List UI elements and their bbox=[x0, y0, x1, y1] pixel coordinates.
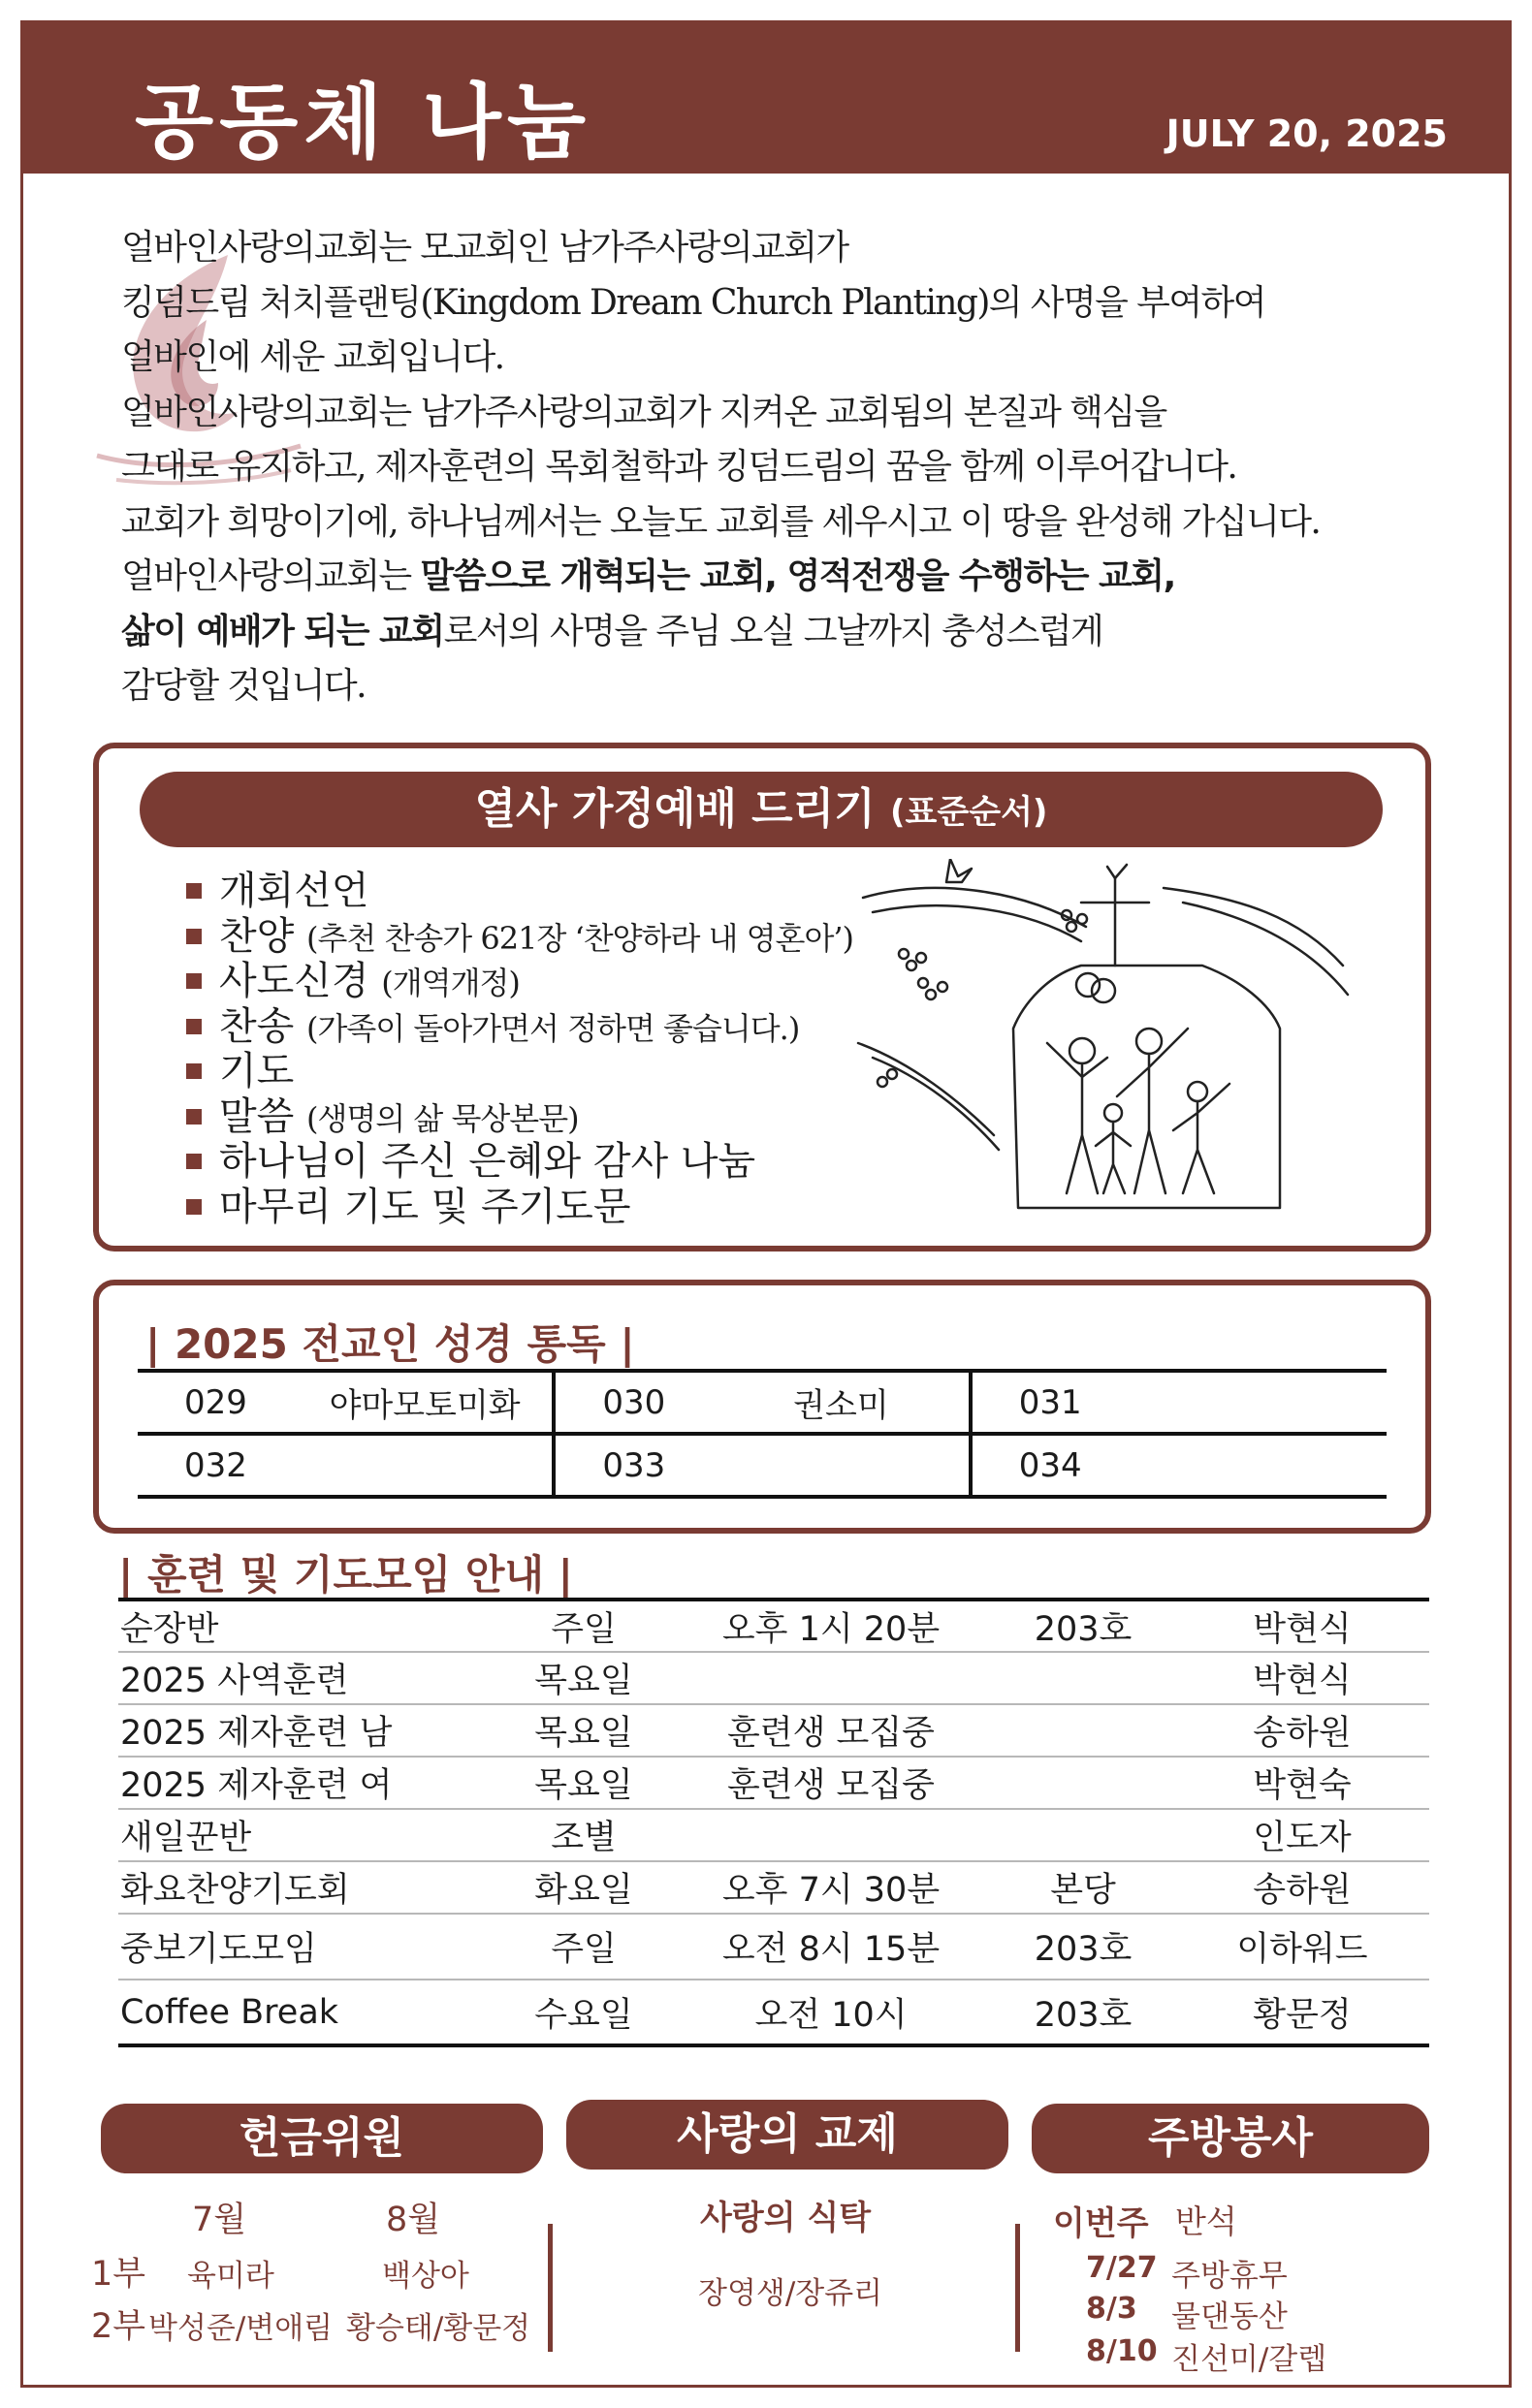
square-bullet-icon bbox=[186, 973, 202, 989]
intro-line: 교회가 희망이기에, 하나님께서는 오늘도 교회를 세우시고 이 땅을 완성해 가십니다. bbox=[121, 501, 1321, 542]
program-room: 203호 bbox=[1034, 1609, 1133, 1649]
offering-member: 백상아 bbox=[382, 2259, 469, 2294]
program-leader: 송하원 bbox=[1253, 1871, 1352, 1910]
kitchen-date: 8/10 bbox=[1086, 2334, 1158, 2368]
offering-member: 황승태/황문정 bbox=[346, 2311, 531, 2346]
intro-line: 그대로 유지하고, 제자훈련의 목회철학과 킹덤드림의 꿈을 함께 이루어갑니다. bbox=[121, 447, 1237, 487]
program-time: 오전 10시 bbox=[754, 1995, 908, 2035]
program-day: 목요일 bbox=[534, 1714, 633, 1753]
program-name: 중보기도모임 bbox=[120, 1930, 317, 1969]
list-item bbox=[186, 1139, 853, 1185]
worship-step-note: (추천 찬송가 621장 ‘찬양하라 내 영혼아’) bbox=[306, 919, 854, 957]
love-table-label: 사랑의 식탁 bbox=[700, 2199, 872, 2237]
program-leader: 박현숙 bbox=[1253, 1766, 1352, 1805]
table-row bbox=[118, 1600, 1429, 1652]
service-2-label: 2부 bbox=[91, 2307, 146, 2346]
table-row bbox=[118, 1980, 1429, 2045]
worship-step: 말씀 bbox=[219, 1093, 295, 1139]
list-item bbox=[186, 1185, 853, 1230]
bible-reading-table bbox=[138, 1369, 1387, 1499]
reading-number: 031 bbox=[971, 1371, 1131, 1434]
program-time bbox=[671, 1809, 991, 1861]
program-name: 2025 제자훈련 남 bbox=[120, 1714, 393, 1753]
reading-number: 030 bbox=[554, 1371, 714, 1434]
this-week-team: 반석 bbox=[1175, 2202, 1237, 2240]
family-church-illustration bbox=[853, 859, 1357, 1218]
intro-line: 킹덤드림 처치플랜팅(Kingdom Dream Church Planting)의 사명을 부여하여 bbox=[121, 282, 1265, 323]
offering-member: 육미라 bbox=[187, 2259, 274, 2294]
square-bullet-icon bbox=[186, 1109, 202, 1125]
offering-month-august: 8월 bbox=[386, 2201, 441, 2239]
intro-line bbox=[121, 605, 1479, 660]
table-row bbox=[118, 1652, 1429, 1704]
square-bullet-icon bbox=[186, 1063, 202, 1079]
page-header bbox=[20, 20, 1512, 174]
program-leader: 박현식 bbox=[1253, 1662, 1352, 1700]
offering-month-july: 7월 bbox=[192, 2201, 247, 2239]
program-time bbox=[671, 1652, 991, 1704]
kitchen-team: 물댄동산 bbox=[1171, 2299, 1288, 2334]
intro-line: 얼바인사랑의교회는 모교회인 남가주사랑의교회가 bbox=[121, 228, 848, 268]
intro-emphasis: 삶이 예배가 되는 교회 bbox=[121, 611, 444, 651]
program-time: 훈련생 모집중 bbox=[727, 1714, 935, 1753]
kitchen-team: 주방휴무 bbox=[1171, 2259, 1288, 2294]
program-room bbox=[991, 1809, 1175, 1861]
program-time: 오전 8시 15분 bbox=[721, 1930, 941, 1969]
kitchen-date: 8/3 bbox=[1086, 2292, 1137, 2326]
fellowship-title: 사랑의 교제 bbox=[566, 2100, 1008, 2170]
table-row bbox=[118, 1704, 1429, 1757]
worship-step-note: (가족이 돌아가면서 정하면 좋습니다.) bbox=[306, 1009, 800, 1047]
intro-line: 감당할 것입니다. bbox=[121, 666, 366, 706]
table-row bbox=[118, 1757, 1429, 1809]
program-leader: 송하원 bbox=[1253, 1714, 1352, 1753]
reader-name: 권소미 bbox=[714, 1371, 970, 1434]
square-bullet-icon bbox=[186, 1154, 202, 1169]
program-room bbox=[991, 1757, 1175, 1809]
column-divider bbox=[1015, 2224, 1020, 2352]
intro-line bbox=[121, 550, 1479, 605]
program-day: 조별 bbox=[551, 1819, 617, 1857]
worship-step: 찬송 bbox=[219, 1003, 295, 1049]
bible-reading-title: | 2025 전교인 성경 통독 | bbox=[145, 1320, 635, 1368]
intro-text: 얼바인사랑의교회는 bbox=[121, 556, 421, 596]
program-leader: 황문정 bbox=[1253, 1995, 1352, 2035]
reading-number: 034 bbox=[971, 1434, 1131, 1497]
program-room bbox=[991, 1652, 1175, 1704]
program-time: 오후 1시 20분 bbox=[721, 1609, 941, 1649]
program-room: 본당 bbox=[1050, 1871, 1116, 1910]
square-bullet-icon bbox=[186, 883, 202, 899]
program-name: 2025 사역훈련 bbox=[120, 1662, 349, 1700]
kitchen-date: 7/27 bbox=[1086, 2251, 1158, 2285]
reader-name bbox=[298, 1434, 554, 1497]
worship-step-note: (개역개정) bbox=[381, 965, 520, 1001]
reader-name bbox=[714, 1434, 970, 1497]
program-name: 순장반 bbox=[120, 1609, 219, 1649]
program-leader: 이하워드 bbox=[1236, 1930, 1368, 1969]
reading-number: 029 bbox=[138, 1371, 298, 1434]
program-room: 203호 bbox=[1034, 1930, 1133, 1969]
list-item bbox=[186, 959, 853, 1004]
reader-name bbox=[1131, 1434, 1387, 1497]
intro-line: 얼바인에 세운 교회입니다. bbox=[121, 337, 504, 377]
church-mission-statement bbox=[121, 221, 1479, 714]
worship-order-list bbox=[186, 869, 853, 1229]
training-schedule-table bbox=[118, 1598, 1429, 2047]
intro-text: 로서의 사명을 주님 오실 그날까지 충성스럽게 bbox=[443, 611, 1103, 651]
program-name: 2025 제자훈련 여 bbox=[120, 1766, 393, 1805]
program-day: 주일 bbox=[551, 1930, 617, 1969]
program-name: Coffee Break bbox=[120, 1992, 339, 2032]
program-day: 수요일 bbox=[534, 1995, 633, 2035]
kitchen-service-title: 주방봉사 bbox=[1032, 2104, 1429, 2173]
reading-number: 033 bbox=[554, 1434, 714, 1497]
column-divider bbox=[548, 2224, 553, 2352]
list-item bbox=[186, 1049, 853, 1094]
program-day: 목요일 bbox=[534, 1662, 633, 1700]
worship-step: 찬양 bbox=[219, 913, 295, 959]
intro-emphasis: 말씀으로 개혁되는 교회, 영적전쟁을 수행하는 교회, bbox=[420, 556, 1175, 596]
service-1-label: 1부 bbox=[91, 2255, 146, 2294]
program-time: 훈련생 모집중 bbox=[727, 1766, 935, 1805]
table-row bbox=[118, 1914, 1429, 1980]
program-day: 주일 bbox=[551, 1609, 617, 1649]
square-bullet-icon bbox=[186, 929, 202, 944]
worship-step: 마무리 기도 및 주기도문 bbox=[219, 1184, 631, 1229]
program-day: 화요일 bbox=[534, 1871, 633, 1910]
worship-step: 사도신경 bbox=[219, 959, 369, 1003]
bulletin-date: JULY 20, 2025 bbox=[1165, 112, 1448, 155]
program-time: 오후 7시 30분 bbox=[721, 1871, 941, 1910]
offering-member: 박성준/변애림 bbox=[148, 2311, 334, 2346]
training-title: | 훈련 및 기도모임 안내 | bbox=[118, 1551, 573, 1599]
list-item bbox=[186, 914, 853, 960]
offering-committee-title: 헌금위원 bbox=[101, 2104, 543, 2173]
program-name: 화요찬양기도회 bbox=[120, 1871, 350, 1910]
love-table-names: 장영생/장쥬리 bbox=[698, 2276, 883, 2311]
table-row bbox=[118, 1861, 1429, 1914]
program-day: 목요일 bbox=[534, 1766, 633, 1805]
reader-name: 야마모토미화 bbox=[298, 1371, 554, 1434]
table-row bbox=[138, 1371, 1387, 1434]
worship-step: 하나님이 주신 은혜와 감사 나눔 bbox=[219, 1139, 756, 1184]
family-worship-title-text: 열사 가정예배 드리기 bbox=[474, 784, 876, 834]
table-row bbox=[138, 1434, 1387, 1497]
square-bullet-icon bbox=[186, 1199, 202, 1215]
page-title: 공동체 나눔 bbox=[135, 74, 591, 170]
worship-step: 기도 bbox=[219, 1049, 295, 1093]
family-worship-title bbox=[140, 772, 1383, 847]
program-leader: 인도자 bbox=[1253, 1819, 1352, 1857]
square-bullet-icon bbox=[186, 1019, 202, 1034]
list-item bbox=[186, 869, 853, 914]
program-leader: 박현식 bbox=[1253, 1609, 1352, 1649]
program-name: 새일꾼반 bbox=[120, 1819, 252, 1857]
list-item bbox=[186, 1094, 853, 1140]
list-item bbox=[186, 1004, 853, 1050]
kitchen-team: 진선미/갈렙 bbox=[1171, 2342, 1327, 2377]
program-room: 203호 bbox=[1034, 1995, 1133, 2035]
table-row bbox=[118, 1809, 1429, 1861]
worship-step-note: (생명의 삶 묵상본문) bbox=[306, 1099, 579, 1137]
intro-line: 얼바인사랑의교회는 남가주사랑의교회가 지켜온 교회됨의 본질과 핵심을 bbox=[121, 392, 1166, 432]
this-week-label: 이번주 bbox=[1053, 2204, 1149, 2243]
program-room bbox=[991, 1704, 1175, 1757]
reader-name bbox=[1131, 1371, 1387, 1434]
worship-step: 개회선언 bbox=[219, 869, 369, 913]
family-worship-subtitle: (표준순서) bbox=[890, 793, 1048, 832]
reading-number: 032 bbox=[138, 1434, 298, 1497]
